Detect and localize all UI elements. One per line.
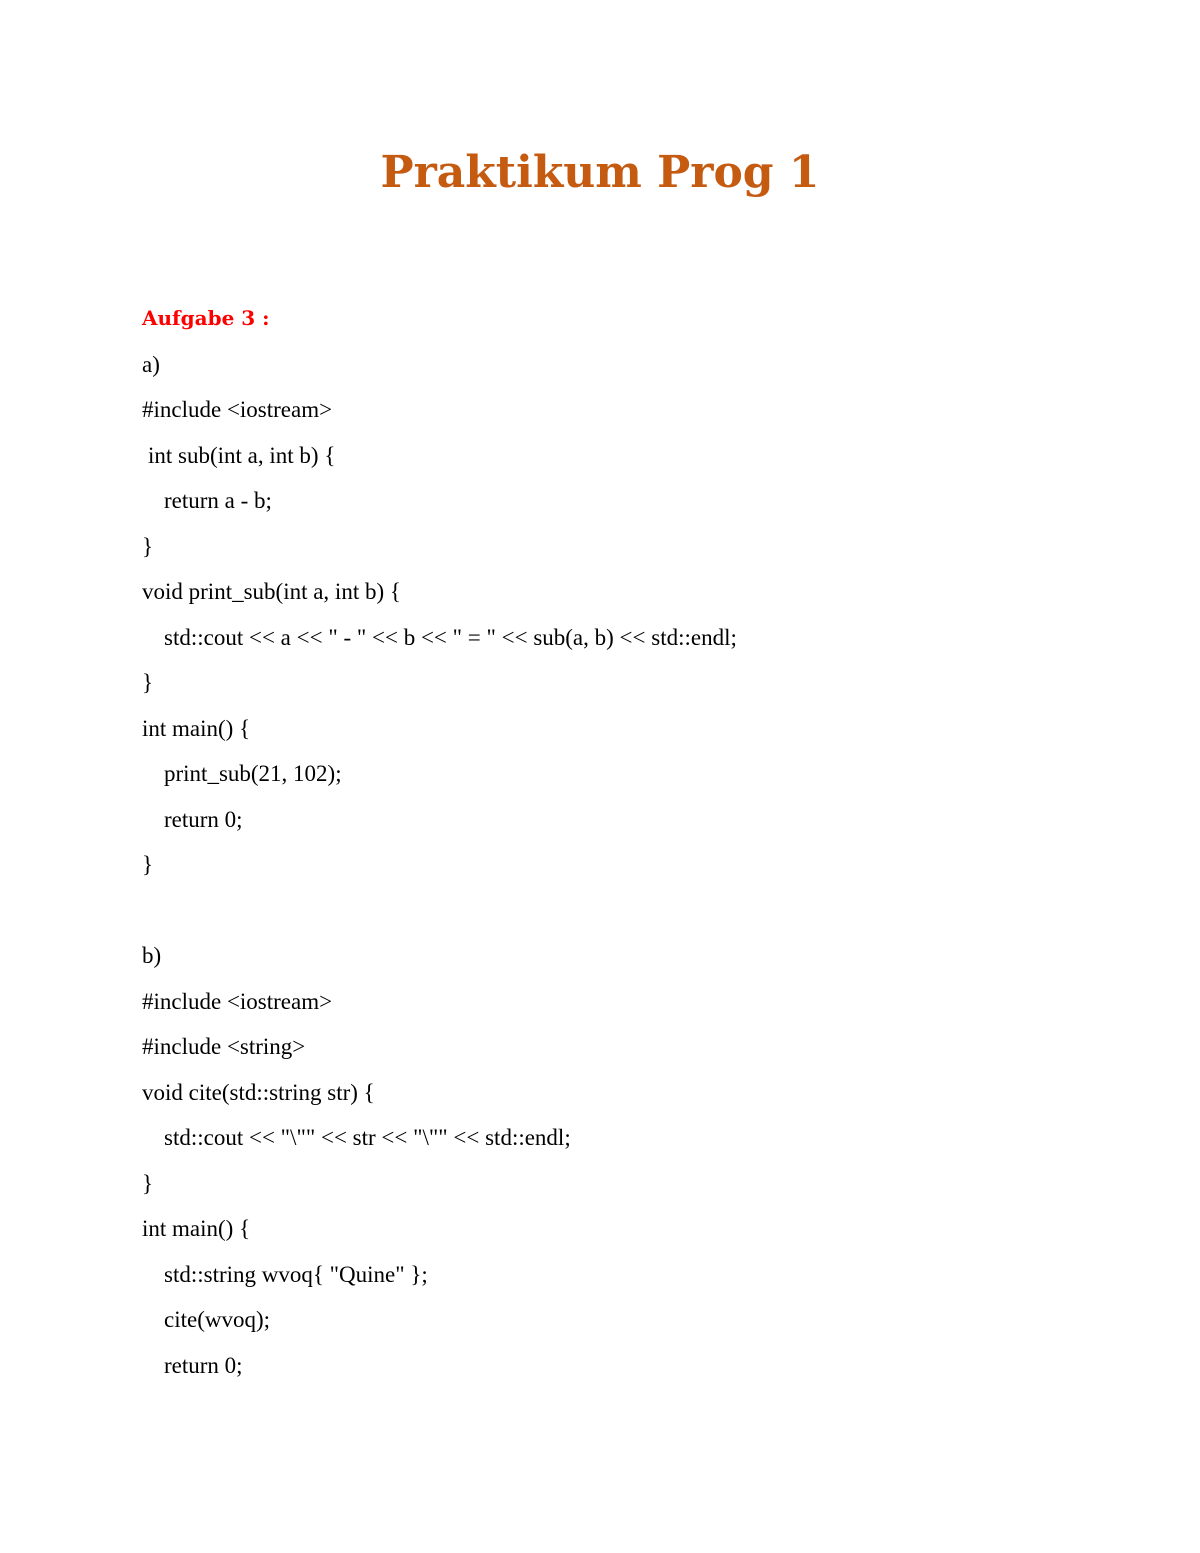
code-line: #include <iostream> <box>142 988 333 1014</box>
code-line: } <box>142 533 154 559</box>
document-body <box>142 296 1122 1388</box>
code-line: std::cout << "\"" << str << "\"" << std::endl; <box>164 1125 571 1150</box>
code-line: } <box>142 1170 154 1196</box>
code-line: int sub(int a, int b) { <box>148 442 336 468</box>
code-line: } <box>142 670 154 695</box>
blank-line <box>142 888 1122 934</box>
code-line: int main() { <box>142 1216 251 1241</box>
code-line: void print_sub(int a, int b) { <box>142 579 401 604</box>
code-line: std::cout << a << " - " << b << " = " << sub(a, b) << std::endl; <box>164 624 737 650</box>
code-line: #include <string> <box>142 1034 306 1059</box>
part-a-label: a) <box>142 351 160 377</box>
document-title: Praktikum Prog 1 <box>380 147 820 198</box>
task-heading: Aufgabe 3 : <box>142 306 270 330</box>
code-line: cite(wvoq); <box>164 1307 271 1332</box>
code-line: } <box>142 852 154 877</box>
code-line: void cite(std::string str) { <box>142 1079 375 1105</box>
code-line: return 0; <box>164 1352 243 1378</box>
code-line: return a - b; <box>164 488 272 513</box>
code-line: #include <iostream> <box>142 397 333 422</box>
code-line: std::string wvoq{ "Quine" }; <box>164 1261 428 1287</box>
part-b-label: b) <box>142 943 162 968</box>
code-line: print_sub(21, 102); <box>164 761 342 786</box>
code-line: return 0; <box>164 806 243 832</box>
code-line: int main() { <box>142 715 251 741</box>
